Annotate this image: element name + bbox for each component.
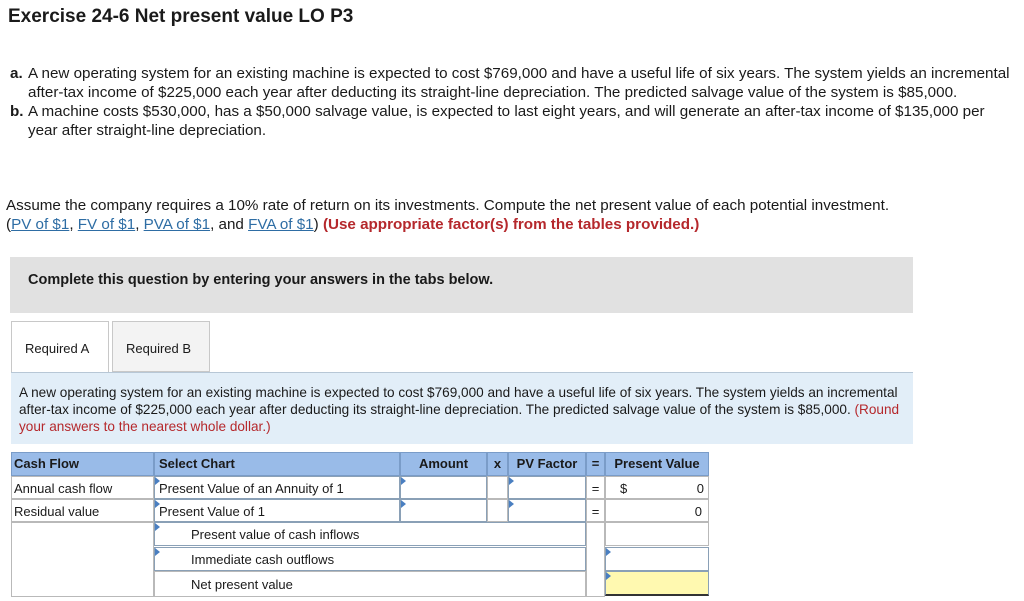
instructions-text: Assume the company requires a 10% rate of return on its investments. Compute the net present value of each potential investment. — [6, 197, 890, 214]
tab-required-a-label: Required A — [25, 341, 90, 356]
dropdown-flag-icon — [155, 477, 160, 485]
multiply-cell — [487, 499, 508, 522]
equals-sign: = — [586, 476, 605, 499]
exercise-title: Exercise 24-6 Net present value LO P3 — [8, 6, 354, 27]
residual-present-value: 0 — [605, 499, 709, 522]
header-amount: Amount — [400, 452, 487, 476]
pv-cash-inflows-label-field[interactable]: Present value of cash inflows — [154, 522, 586, 546]
separator: , — [135, 216, 144, 233]
tab-required-b[interactable] — [112, 321, 210, 372]
part-b — [10, 102, 1010, 140]
header-select-chart: Select Chart — [154, 452, 400, 476]
input-flag-icon — [509, 477, 514, 485]
fva-of-1-link[interactable]: FVA of $1 — [248, 216, 314, 233]
header-cash-flow: Cash Flow — [11, 452, 154, 476]
annual-present-value — [605, 476, 709, 499]
header-pv-factor: PV Factor — [508, 452, 586, 476]
instructions — [6, 196, 1016, 234]
dropdown-flag-icon — [155, 523, 160, 531]
description-text: A new operating system for an existing machine is expected to cost $769,000 and have a useful life of six years. The system yields an incremental after-tax income of $225,000 each year after deducting its straight-line depreciation. The predicted salvage value of the system is $85,000. — [19, 385, 898, 417]
multiply-cell — [487, 476, 508, 499]
pva-of-1-link[interactable]: PVA of $1 — [143, 216, 211, 233]
header-equals: = — [586, 452, 605, 476]
open-paren: ( — [6, 216, 12, 233]
pv-of-1-link[interactable]: PV of $1 — [11, 216, 70, 233]
annual-present-value-amount: 0 — [696, 481, 704, 496]
summary-equals-spacer — [586, 522, 605, 597]
banner-text: Complete this question by entering your answers in the tabs below. — [28, 272, 494, 288]
summary-spacer — [11, 522, 154, 597]
part-b-text: A machine costs $530,000, has a $50,000 salvage value, is expected to last eight years, and will generate an after-tax income of $135,000 per year after straight-line depreciation. — [28, 103, 985, 139]
instruction-banner — [10, 257, 913, 313]
residual-amount-input[interactable] — [400, 499, 487, 522]
tab-required-b-label: Required B — [126, 341, 192, 356]
input-flag-icon — [401, 477, 406, 485]
header-present-value: Present Value — [605, 452, 709, 476]
input-flag-icon — [509, 500, 514, 508]
pv-cash-inflows-value — [605, 522, 709, 546]
separator: , — [69, 216, 78, 233]
input-flag-icon — [606, 572, 611, 580]
residual-chart-select[interactable]: Present Value of 1 — [154, 499, 400, 522]
part-a-text: A new operating system for an existing machine is expected to cost $769,000 and have a useful life of six years. The system yields an incremental after-tax income of $225,000 each year after deducting its straight-line depreciation. The predicted salvage value of the system is $85,000. — [28, 65, 1010, 101]
annual-chart-select[interactable]: Present Value of an Annuity of 1 — [154, 476, 400, 499]
input-flag-icon — [401, 500, 406, 508]
required-a-description — [11, 372, 913, 444]
problem-parts — [10, 64, 1010, 140]
net-present-value-label: Net present value — [154, 571, 586, 597]
immediate-cash-outflows-input[interactable] — [605, 547, 709, 571]
header-x: x — [487, 452, 508, 476]
dollar-sign: $ — [620, 481, 628, 496]
immediate-cash-outflows-label-field[interactable]: Immediate cash outflows — [154, 547, 586, 571]
round-note: (Round your answers to the nearest whole dollar.) — [19, 402, 900, 434]
factor-note: (Use appropriate factor(s) from the tables provided.) — [322, 216, 700, 233]
part-b-letter: b. — [10, 103, 24, 120]
close-paren: ) — [313, 216, 319, 233]
separator: , and — [210, 216, 249, 233]
input-flag-icon — [606, 548, 611, 556]
row-residual-value-label: Residual value — [11, 499, 154, 522]
dropdown-flag-icon — [155, 500, 160, 508]
net-present-value-input[interactable] — [605, 571, 709, 596]
dropdown-flag-icon — [155, 548, 160, 556]
annual-amount-input[interactable] — [400, 476, 487, 499]
fv-of-1-link[interactable]: FV of $1 — [77, 216, 136, 233]
part-a — [10, 64, 1010, 102]
annual-pv-factor-input[interactable] — [508, 476, 586, 499]
residual-pv-factor-input[interactable] — [508, 499, 586, 522]
row-annual-cash-flow-label: Annual cash flow — [11, 476, 154, 499]
equals-sign: = — [586, 499, 605, 522]
tab-required-a[interactable] — [11, 321, 109, 372]
part-a-letter: a. — [10, 65, 23, 82]
